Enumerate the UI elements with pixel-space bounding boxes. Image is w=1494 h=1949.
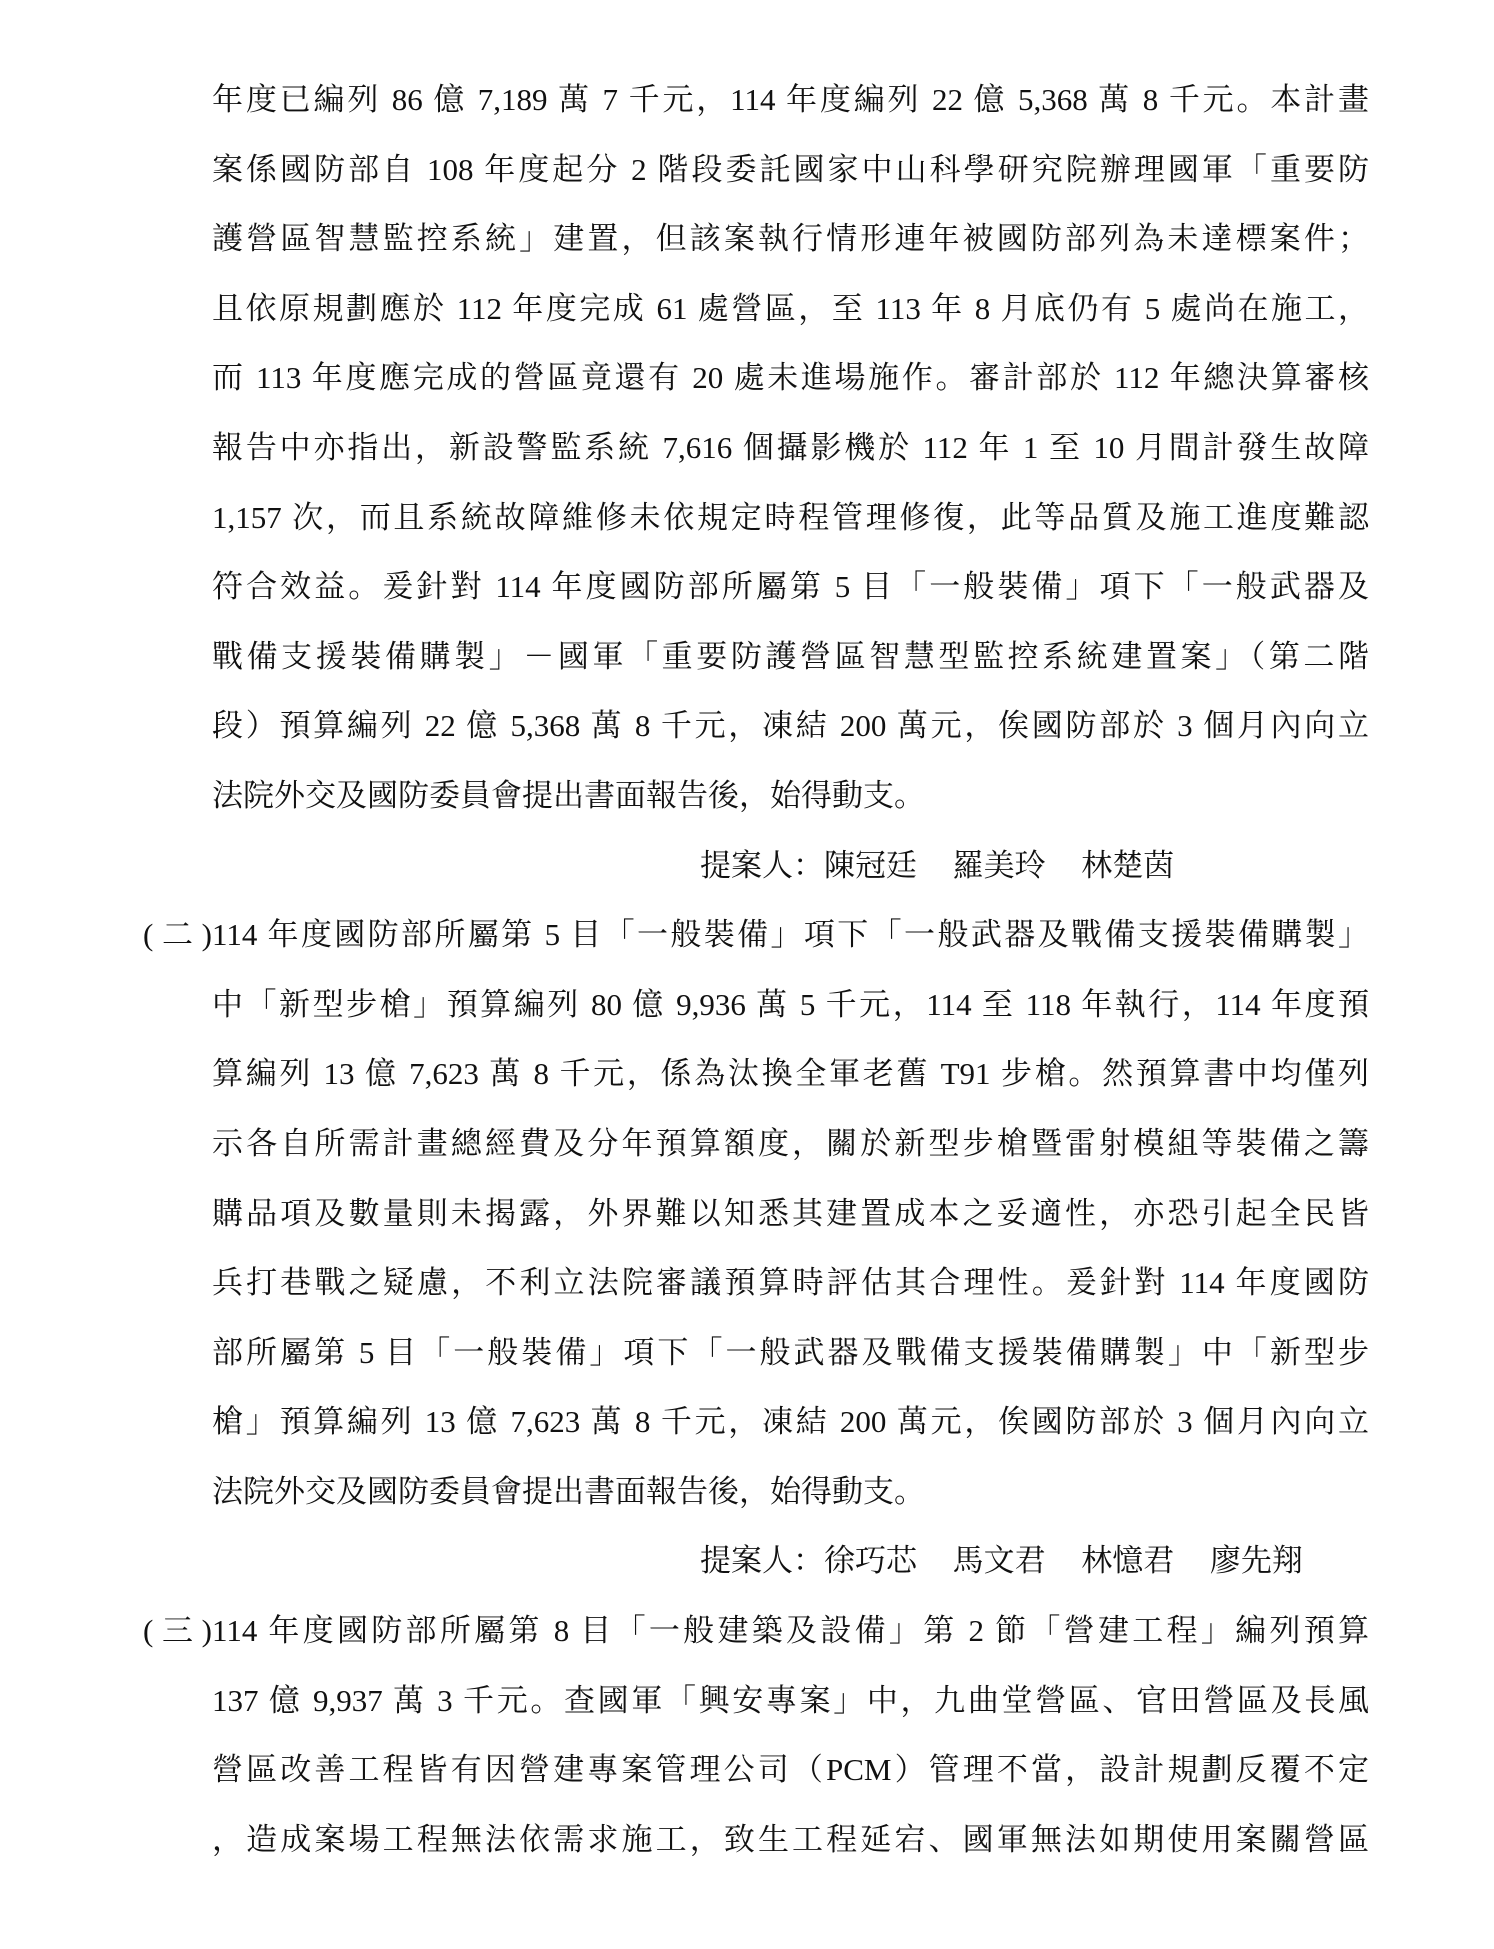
paragraph-line — [212, 65, 1369, 135]
paragraph-line — [212, 204, 1369, 274]
paragraph-line-text: 槍」預算編列 13 億 7,623 萬 8 千元，凍結 200 萬元，俟國防部於 3 個月內向立 — [212, 1404, 1369, 1440]
paragraph-line — [212, 552, 1369, 622]
paragraph-line — [212, 622, 1369, 692]
paragraph-line-text: 114 年度國防部所屬第 5 目「一般裝備」項下「一般武器及戰備支援裝備購製」 — [212, 917, 1369, 953]
motion-item-3 — [143, 1596, 1369, 1874]
motion-item-2 — [143, 900, 1369, 1596]
paragraph-line-text: 114 年度國防部所屬第 8 目「一般建築及設備」第 2 節「營建工程」編列預算 — [212, 1613, 1369, 1649]
paragraph-line-text: 法院外交及國防委員會提出書面報告後，始得動支。 — [212, 1473, 925, 1509]
text-column — [143, 65, 1369, 1874]
proposer-name: 徐巧芯 — [824, 1543, 917, 1579]
motion-item-continued — [212, 65, 1369, 900]
paragraph-line-text: 且依原規劃應於 112 年度完成 61 處營區，至 113 年 8 月底仍有 5 處尚在施工， — [212, 290, 1369, 326]
proposer-label: 提案人： — [700, 847, 824, 883]
paragraph-line-text: 購品項及數量則未揭露，外界難以知悉其建置成本之妥適性，亦恐引起全民皆 — [212, 1195, 1369, 1231]
proposer-line — [212, 831, 1369, 901]
paragraph-line — [212, 1387, 1369, 1457]
proposer-name: 林憶君 — [1081, 1543, 1175, 1579]
proposer-name: 馬文君 — [952, 1543, 1046, 1579]
paragraph-line-text: 法院外交及國防委員會提出書面報告後，始得動支。 — [212, 777, 925, 813]
paragraph-first-line — [143, 900, 1369, 970]
paragraph-line-text: 算編列 13 億 7,623 萬 8 千元，係為汰換全軍老舊 T91 步槍。然預算書中均僅列 — [212, 1056, 1369, 1092]
proposer-name: 廖先翔 — [1209, 1543, 1303, 1579]
paragraph-line-text: 護營區智慧監控系統」建置，但該案執行情形連年被國防部列為未達標案件； — [212, 221, 1369, 257]
paragraph-line-text: 段）預算編列 22 億 5,368 萬 8 千元，凍結 200 萬元，俟國防部於 3 個月內向立 — [212, 708, 1369, 744]
paragraph-line — [212, 1109, 1369, 1179]
paragraph-line — [212, 413, 1369, 483]
proposer-name: 林楚茵 — [1081, 847, 1175, 883]
paragraph-line-text: 137 億 9,937 萬 3 千元。查國軍「興安專案」中，九曲堂營區、官田營區及長風 — [212, 1682, 1369, 1718]
paragraph-line — [212, 1039, 1369, 1109]
paragraph-line-text: 而 113 年度應完成的營區竟還有 20 處未進場施作。審計部於 112 年總決算審核 — [212, 360, 1369, 396]
paragraph-line-text: 1,157 次，而且系統故障維修未依規定時程管理修復，此等品質及施工進度難認 — [212, 499, 1369, 535]
paragraph-line-text: ，造成案場工程無法依需求施工，致生工程延宕、國軍無法如期使用案關營區 — [212, 1821, 1369, 1857]
paragraph-first-line — [143, 1596, 1369, 1666]
paragraph-line — [212, 970, 1369, 1040]
paragraph-line-text: 報告中亦指出，新設警監系統 7,616 個攝影機於 112 年 1 至 10 月間計發生故障 — [212, 429, 1369, 465]
paragraph-line-text: 中「新型步槍」預算編列 80 億 9,936 萬 5 千元，114 至 118 年執行，114 年度預 — [212, 986, 1369, 1022]
item-marker: (二) — [143, 917, 212, 953]
paragraph-last-line — [212, 1457, 1369, 1527]
paragraph-line — [212, 135, 1369, 205]
item-marker: (三) — [143, 1613, 212, 1649]
paragraph-line-text: 符合效益。爰針對 114 年度國防部所屬第 5 目「一般裝備」項下「一般武器及 — [212, 569, 1369, 605]
paragraph-line — [212, 1318, 1369, 1388]
paragraph-line — [212, 483, 1369, 553]
paragraph-line — [212, 343, 1369, 413]
proposer-line — [212, 1526, 1369, 1596]
paragraph-line-text: 營區改善工程皆有因營建專案管理公司（PCM）管理不當，設計規劃反覆不定 — [212, 1752, 1369, 1788]
paragraph-line — [212, 1735, 1369, 1805]
proposer-name: 羅美玲 — [952, 847, 1046, 883]
paragraph-line-text: 年度已編列 86 億 7,189 萬 7 千元，114 年度編列 22 億 5,368 萬 8 千元。本計畫 — [212, 82, 1369, 117]
paragraph-line-text: 案係國防部自 108 年度起分 2 階段委託國家中山科學研究院辦理國軍「重要防 — [212, 151, 1369, 187]
paragraph-line-text: 示各自所需計畫總經費及分年預算額度，關於新型步槍暨雷射模組等裝備之籌 — [212, 1125, 1369, 1161]
proposer-label: 提案人： — [700, 1543, 824, 1579]
paragraph-line-text: 部所屬第 5 目「一般裝備」項下「一般武器及戰備支援裝備購製」中「新型步 — [212, 1334, 1369, 1370]
paragraph-last-line — [212, 761, 1369, 831]
paragraph-line-text: 兵打巷戰之疑慮，不利立法院審議預算時評估其合理性。爰針對 114 年度國防 — [212, 1265, 1369, 1301]
paragraph-line — [212, 1179, 1369, 1249]
paragraph-line — [212, 1805, 1369, 1875]
paragraph-line — [212, 1666, 1369, 1736]
paragraph-line-text: 戰備支援裝備購製」－國軍「重要防護營區智慧型監控系統建置案」（第二階 — [212, 638, 1369, 674]
paragraph-line — [212, 1248, 1369, 1318]
proposer-name: 陳冠廷 — [824, 847, 917, 883]
paragraph-line — [212, 691, 1369, 761]
paragraph-line — [212, 274, 1369, 344]
